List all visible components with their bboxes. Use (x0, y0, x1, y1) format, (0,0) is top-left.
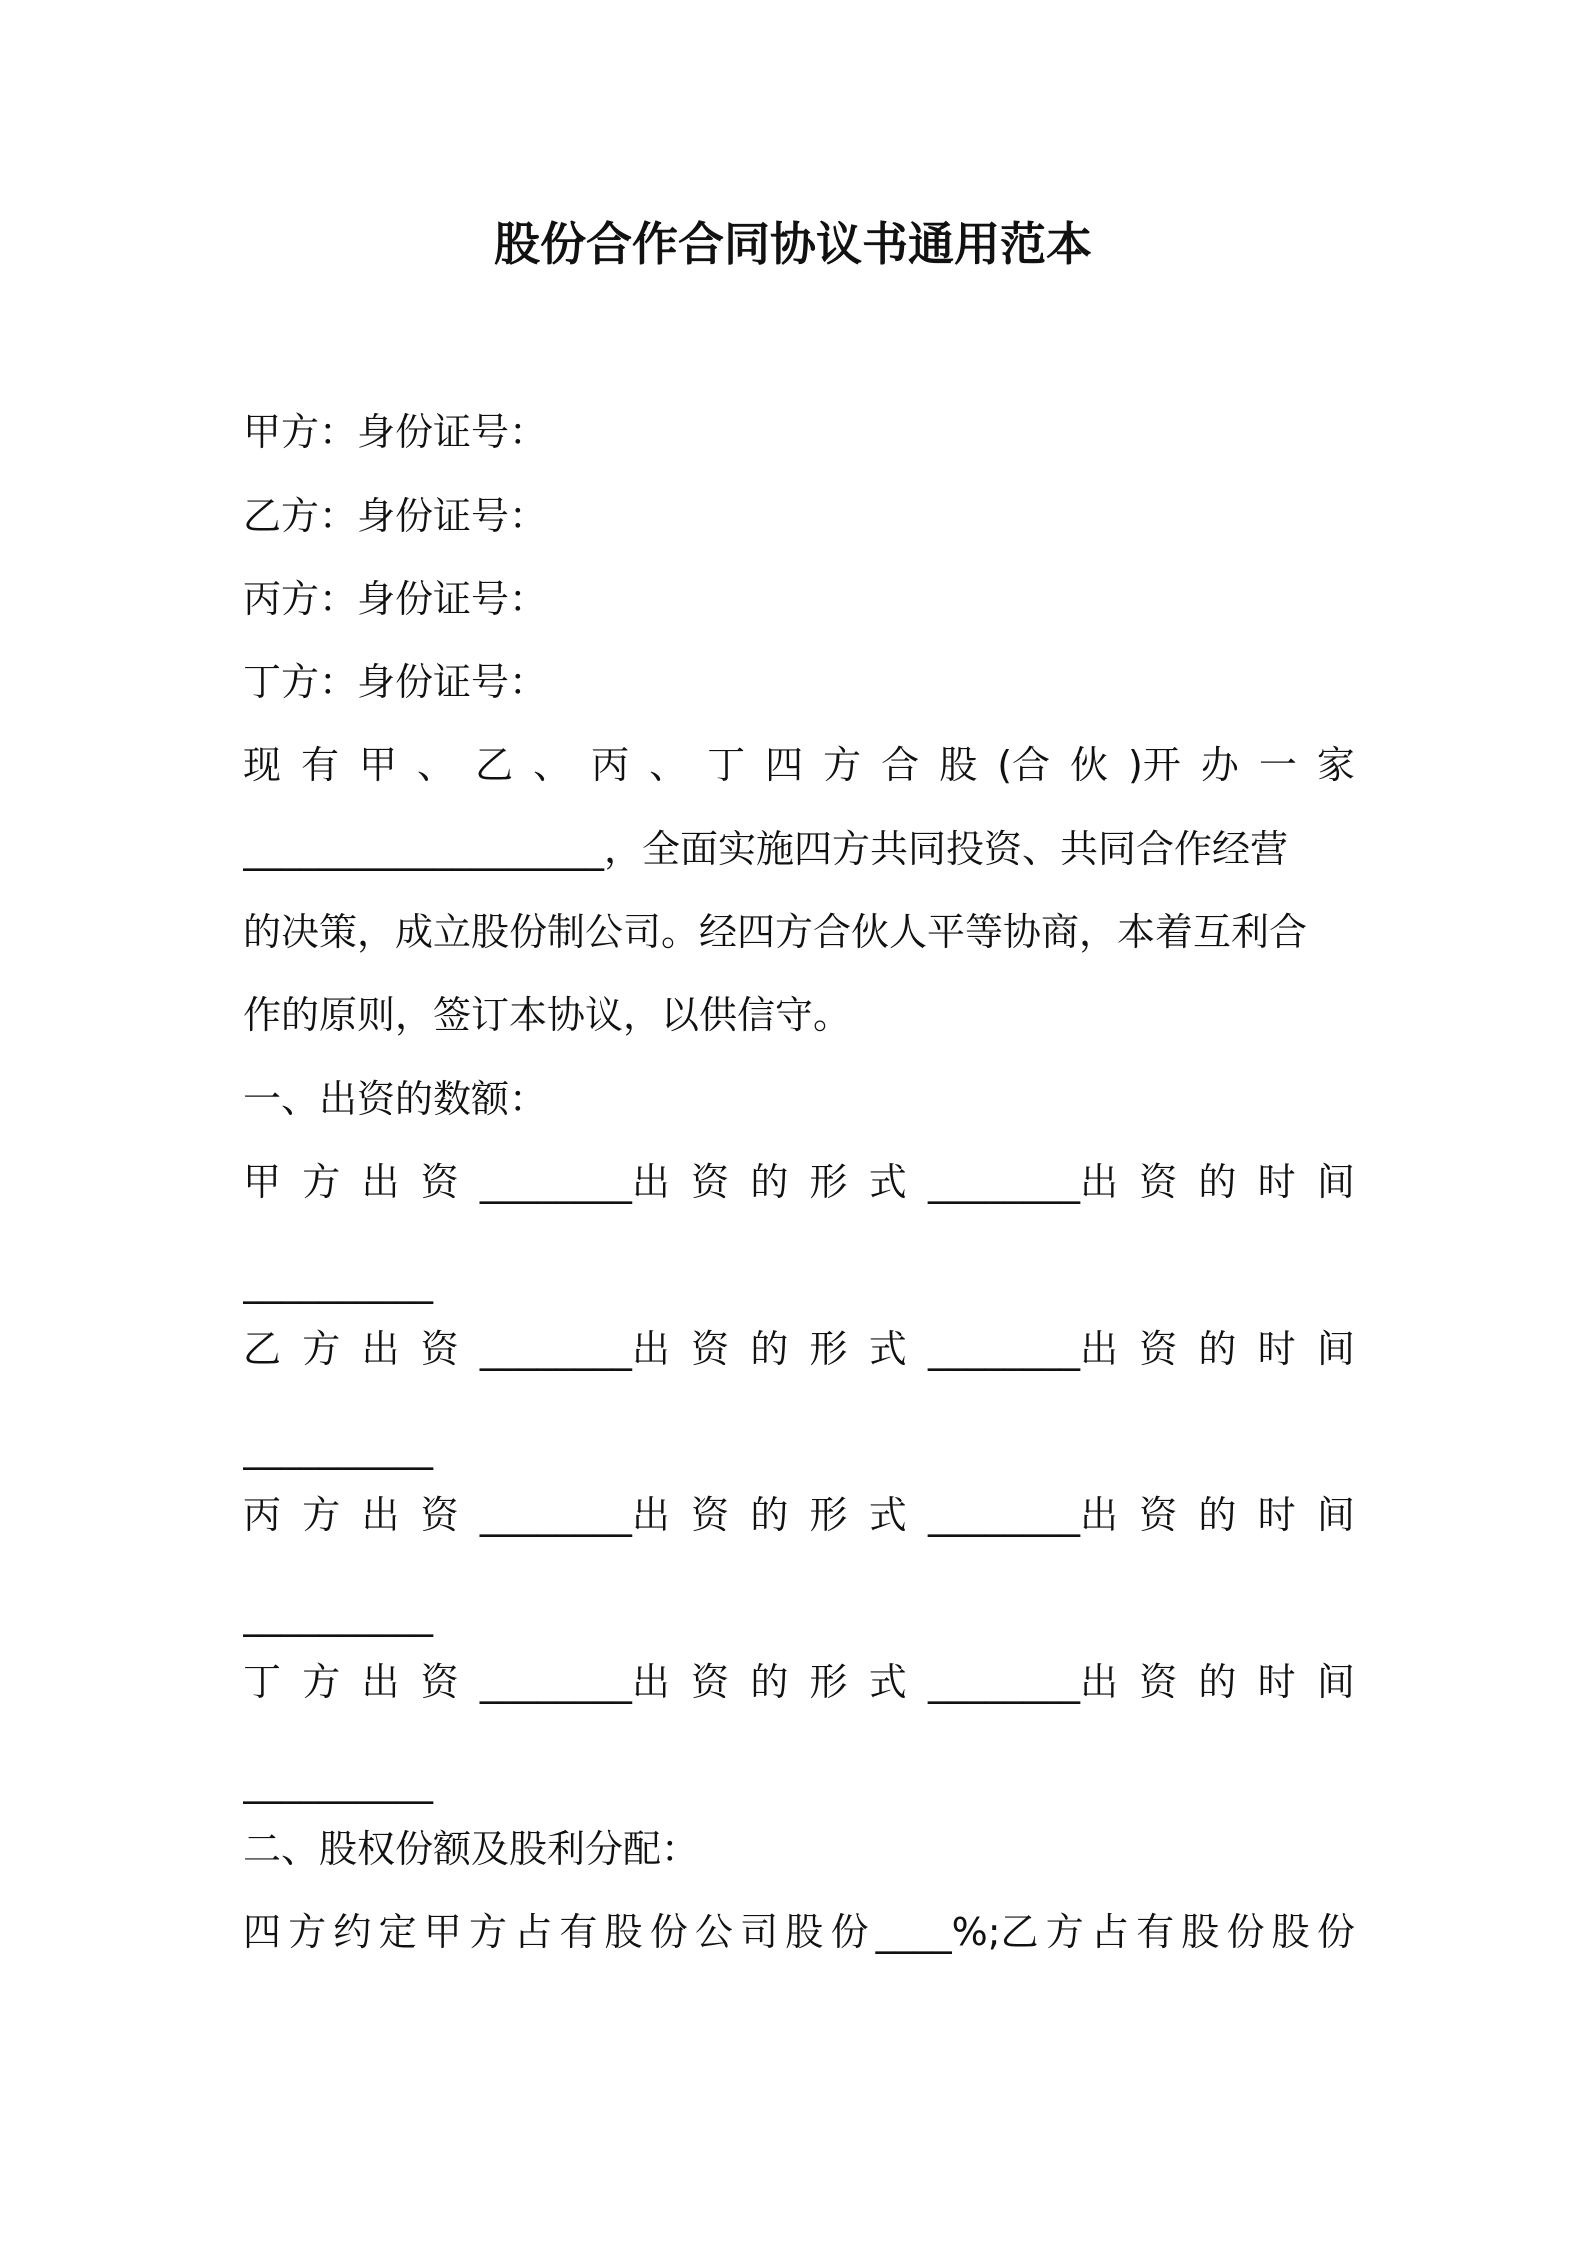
line-token: 、 (533, 743, 572, 787)
contribution-line-b (243, 1317, 1355, 1381)
line-token: 丙 (243, 1493, 282, 1537)
line-token: 份 (1316, 1910, 1355, 1954)
line-token: 股 (939, 743, 978, 787)
line-token: 形 (809, 1327, 848, 1371)
line-token: ____%;乙 (875, 1910, 1039, 1954)
line-token: 出 (361, 1160, 400, 1204)
party-c-line: 丙方：身份证号： (243, 577, 548, 621)
intro-line-2: ___________________，全面实施四方共同投资、共同合作经营 (243, 827, 1289, 871)
line-token: 式 (868, 1660, 907, 1704)
line-token: 股 (1181, 1910, 1220, 1954)
line-token: 形 (809, 1660, 848, 1704)
line-token: 方 (302, 1327, 341, 1371)
contribution-line-a (243, 1150, 1355, 1214)
contribution-line-c (243, 1483, 1355, 1547)
party-d-line: 丁方：身份证号： (243, 660, 548, 704)
line-token: (合 (997, 743, 1051, 787)
line-token: 有 (559, 1910, 598, 1954)
line-token: 现 (243, 743, 282, 787)
line-token: 占 (514, 1910, 553, 1954)
line-token: 四 (243, 1910, 282, 1954)
line-token: 间 (1316, 1160, 1355, 1204)
line-token: 方 (288, 1910, 327, 1954)
line-token: 一 (1258, 743, 1297, 787)
line-token: ________出 (927, 1160, 1118, 1204)
line-token: 家 (1316, 743, 1355, 787)
line-token: 出 (361, 1493, 400, 1537)
line-token: 股 (785, 1910, 824, 1954)
line-token: ________出 (927, 1493, 1118, 1537)
line-token: 、 (417, 743, 456, 787)
intro-line-1 (243, 733, 1355, 797)
intro-line-4: 作的原则，签订本协议，以供信守。 (243, 993, 852, 1037)
line-token: 式 (868, 1327, 907, 1371)
line-token: 间 (1316, 1660, 1355, 1704)
line-token: 方 (302, 1493, 341, 1537)
line-token: 份 (1226, 1910, 1265, 1954)
line-token: 方 (302, 1660, 341, 1704)
line-token: 股 (1271, 1910, 1310, 1954)
line-token: 方 (302, 1160, 341, 1204)
contribution-tail-d: __________ (243, 1760, 433, 1804)
line-token: ________出 (927, 1327, 1118, 1371)
line-token: 资 (1139, 1493, 1178, 1537)
line-token: 甲 (359, 743, 398, 787)
line-token: 司 (740, 1910, 779, 1954)
line-token: 资 (420, 1160, 459, 1204)
line-token: 资 (420, 1493, 459, 1537)
section-2-heading: 二、股权份额及股利分配： (243, 1827, 700, 1871)
document-title: 股份合作合同协议书通用范本 (494, 217, 1092, 271)
line-token: ________出 (479, 1660, 670, 1704)
line-token: 的 (750, 1660, 789, 1704)
line-token: 出 (361, 1327, 400, 1371)
line-token: 四 (765, 743, 804, 787)
line-token: 公 (694, 1910, 733, 1954)
line-token: 的 (750, 1493, 789, 1537)
line-token: 有 (1136, 1910, 1175, 1954)
line-token: ________出 (479, 1160, 670, 1204)
contribution-tail-b: __________ (243, 1426, 433, 1470)
line-token: 伙 (1070, 743, 1109, 787)
line-token: 形 (809, 1493, 848, 1537)
line-token: 的 (750, 1327, 789, 1371)
line-token: 份 (830, 1910, 869, 1954)
line-token: 间 (1316, 1327, 1355, 1371)
line-token: 方 (1045, 1910, 1084, 1954)
line-token: 办 (1200, 743, 1239, 787)
section-1-heading: 一、出资的数额： (243, 1077, 548, 1121)
line-token: 时 (1257, 1493, 1296, 1537)
line-token: 间 (1316, 1493, 1355, 1537)
line-token: 资 (1139, 1327, 1178, 1371)
line-token: 方 (468, 1910, 507, 1954)
line-token: ________出 (479, 1327, 670, 1371)
line-token: 合 (881, 743, 920, 787)
section-2-line-1 (243, 1900, 1355, 1964)
line-token: 定 (378, 1910, 417, 1954)
line-token: 资 (691, 1493, 730, 1537)
line-token: 丙 (591, 743, 630, 787)
line-token: 式 (868, 1160, 907, 1204)
line-token: 乙 (243, 1327, 282, 1371)
line-token: 的 (1198, 1493, 1237, 1537)
line-token: 的 (1198, 1327, 1237, 1371)
line-token: 形 (809, 1160, 848, 1204)
line-token: 资 (420, 1660, 459, 1704)
line-token: 时 (1257, 1660, 1296, 1704)
line-token: ________出 (479, 1493, 670, 1537)
line-token: 的 (1198, 1160, 1237, 1204)
line-token: )开 (1128, 743, 1181, 787)
line-token: 乙 (475, 743, 514, 787)
line-token: 资 (691, 1327, 730, 1371)
line-token: 资 (420, 1327, 459, 1371)
line-token: 甲 (243, 1160, 282, 1204)
line-token: 、 (649, 743, 688, 787)
line-token: 的 (750, 1160, 789, 1204)
intro-line-3: 的决策，成立股份制公司。经四方合伙人平等协商，本着互利合 (243, 910, 1308, 954)
line-token: 资 (1139, 1660, 1178, 1704)
line-token: ________出 (927, 1660, 1118, 1704)
line-token: 方 (823, 743, 862, 787)
line-token: 股 (604, 1910, 643, 1954)
line-token: 资 (691, 1660, 730, 1704)
line-token: 有 (301, 743, 340, 787)
contribution-line-d (243, 1650, 1355, 1714)
line-token: 甲 (423, 1910, 462, 1954)
line-token: 的 (1198, 1660, 1237, 1704)
line-token: 占 (1090, 1910, 1129, 1954)
line-token: 丁 (707, 743, 746, 787)
line-token: 时 (1257, 1327, 1296, 1371)
line-token: 时 (1257, 1160, 1296, 1204)
contribution-tail-c: __________ (243, 1593, 433, 1637)
line-token: 资 (691, 1160, 730, 1204)
party-b-line: 乙方：身份证号： (243, 494, 548, 538)
line-token: 出 (361, 1660, 400, 1704)
line-token: 式 (868, 1493, 907, 1537)
party-a-line: 甲方：身份证号： (243, 410, 548, 454)
line-token: 约 (333, 1910, 372, 1954)
line-token: 资 (1139, 1160, 1178, 1204)
line-token: 份 (649, 1910, 688, 1954)
line-token: 丁 (243, 1660, 282, 1704)
contribution-tail-a: __________ (243, 1260, 433, 1304)
